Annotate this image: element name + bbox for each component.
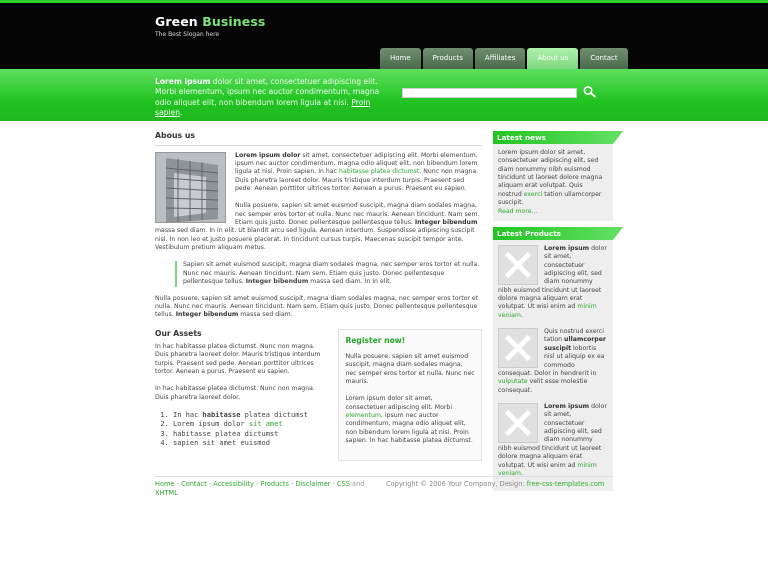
product-image-placeholder-icon[interactable] (498, 328, 538, 368)
nav-products[interactable]: Products (423, 48, 473, 69)
site-footer (155, 476, 613, 497)
product-text-end: . (520, 469, 523, 477)
nav-contact[interactable]: Contact (580, 48, 627, 69)
product-text-end: velit esse molestie consequat. (498, 378, 588, 394)
list-item-text: In hac (173, 411, 203, 420)
banner (0, 69, 768, 121)
sidebar (493, 131, 613, 497)
site-slogan: The Best Slogan here (155, 31, 220, 38)
assets-paragraph-2: In hac habitasse platea dictumst. Nunc non magna. Duis pharetra laoreet dolor. (155, 385, 315, 401)
product-text-pre: Quis nostrud exerci tation (544, 328, 604, 344)
footer-copyright (386, 480, 626, 489)
quote-bold: Integer bibendum (245, 278, 309, 286)
register-box (338, 329, 482, 462)
assets-heading: Our Assets (155, 328, 202, 338)
register-paragraph-1: Nulla posuere, sapien sit amet euismod suscipit, magna diam sodales magna, nec semper eros tortor et nulla. Nunc nec mauris. (345, 352, 475, 385)
footer-link-home[interactable]: Home (155, 480, 175, 488)
nav-home[interactable]: Home (380, 48, 421, 69)
register-paragraph-2 (345, 395, 475, 445)
search-icon[interactable] (582, 85, 598, 99)
footer-separator: - (330, 480, 337, 488)
list-item-text: habitasse platea dictumst (173, 429, 279, 438)
site-title[interactable] (155, 14, 265, 31)
register-link[interactable]: elementum (345, 412, 381, 420)
assets-section (155, 329, 482, 462)
about-quote (175, 261, 482, 286)
quote-text-a: Sapien sit amet euismod suscipit, magna diam sodales magna, nec semper eros tortor et nulla. Nunc nec mauris. Aenean tincidunt. Nam sem. Etiam quis justo. Donec pellentesque pellentesque tellus. (183, 261, 480, 286)
assets-paragraph-1: In hac habitasse platea dictumst. Nunc non magna. Duis pharetra laoreet dolor. Mauris tristique interdum turpis. Praesent sed pede. Aenean porttitor ultrices tortor. Aenean a purus. Praesent eu sapien. (155, 342, 321, 375)
product-link[interactable]: minim veniam (498, 461, 597, 477)
banner-lead: Lorem ipsum (155, 77, 211, 86)
product-item (498, 328, 608, 395)
title-main: Green (155, 14, 198, 29)
product-text: lobortis nisl ut aliquip ex ea commodo consequat. Dolor in hendrerit in (498, 344, 605, 377)
title-accent: Business (202, 14, 266, 29)
about-p2-bold: Integer bibendum (414, 219, 478, 227)
register-p2-text-a: Lorem ipsum dolor sit amet, consectetuer adipiscing elit. Morbi (345, 395, 453, 411)
assets-list (173, 411, 326, 449)
footer-link-contact[interactable]: Contact (181, 480, 207, 488)
product-bold: Lorem ipsum (544, 402, 590, 410)
news-text-b: tation ullamcorper suscipit. (498, 190, 602, 207)
design-credit-link[interactable]: free-css-templates.com (526, 480, 605, 488)
latest-news-heading: Latest news (493, 131, 613, 144)
quote-text-b: massa sed diam. In in elit. (308, 278, 392, 286)
product-text: dolor sit amet, consectetuer adipiscing elit, sed diam nonummy nibh euismod tincidunt ut laoreet dolore magna aliquam erat volutpat. Ut wisi enim ad (498, 244, 607, 311)
list-item (173, 430, 326, 439)
latest-products-box (493, 240, 613, 491)
footer-link-accessibility[interactable]: Accessibility (213, 480, 254, 488)
news-link[interactable]: exerci (523, 190, 543, 198)
main-nav (380, 48, 628, 69)
list-item (173, 420, 326, 429)
product-image-placeholder-icon[interactable] (498, 403, 538, 443)
banner-text (155, 77, 395, 119)
latest-news-box (493, 144, 613, 221)
register-heading[interactable]: Register now! (345, 335, 406, 345)
footer-link-disclaimer[interactable]: Disclaimer (295, 480, 331, 488)
footer-separator: - (253, 480, 261, 488)
about-heading: Abous us (155, 131, 482, 146)
product-item (498, 403, 608, 478)
product-bold: Lorem ipsum (544, 244, 590, 252)
about-p1-bold: Lorem ipsum dolor (235, 151, 301, 159)
banner-end: . (180, 108, 183, 118)
list-item-text: Lorem ipsum dolor (173, 420, 249, 429)
our-assets (155, 329, 326, 462)
banner-body: dolor sit amet, consectetuer adipiscing elit. Morbi elementum, ipsum nec auctor condimentum, magna odio aliquet elit, non bibendum lorem ligula at nisi. (155, 77, 380, 107)
footer-and: and (349, 480, 365, 488)
list-item-text: sapien sit amet euismod (173, 439, 270, 448)
footer-link-products[interactable]: Products (260, 480, 289, 488)
list-item-text: platea dictumst (240, 411, 308, 420)
about-p1-link[interactable]: habitasse platea dictumst (339, 168, 420, 176)
news-text-a: Lorem ipsum dolor sit amet, consectetuer adipiscing elit, sed diam nonummy nibh euismod tincidunt ut laoreet dolore magna aliquam erat volutpat. Quis nostrud (498, 149, 603, 198)
product-link[interactable]: vulputate (498, 378, 528, 386)
footer-links (155, 480, 385, 498)
main-content (155, 131, 482, 461)
register-p2-text-b: , ipsum nec auctor condimentum, magna odio aliquet elit, non bibendum lorem ligula at nisi. Proin sapien. In hac habitasse platea dictumst. (345, 412, 473, 445)
about-p2-text-a: Nulla posuere, sapien sit amet euismod suscipit, magna diam sodales magna, nec semper eros tortor et nulla. Nunc nec mauris. Aenean tincidunt. Nam sem. Etiam quis justo. Donec pellentesque pellentesque tellus. (235, 202, 480, 227)
product-image-placeholder-icon[interactable] (498, 245, 538, 285)
banner-link[interactable]: Proin sapien (155, 97, 371, 118)
nav-affiliates[interactable]: Affiliates (475, 48, 525, 69)
read-more-link[interactable]: Read more... (498, 207, 538, 215)
copyright-text: Copyright © 2006 Your Company, Design: (386, 480, 527, 488)
about-p3-text-b: massa sed diam. (238, 311, 293, 319)
footer-separator: - (206, 480, 214, 488)
list-item (173, 439, 326, 448)
about-p3-bold: Integer bibendum (175, 311, 239, 319)
list-item (173, 411, 326, 420)
product-link[interactable]: minim veniam (498, 303, 597, 319)
list-item-bold: habitasse (202, 411, 241, 420)
product-item (498, 245, 608, 320)
list-item-green: sit amet (248, 420, 283, 429)
product-bold: ullamcorper suscipit (544, 336, 606, 352)
footer-link-xhtml[interactable]: XHTML (155, 488, 178, 497)
footer-separator: - (288, 480, 296, 488)
about-p2-text-b: massa sed diam. In in elit. Ut blandit arcu sed ligula. Aenean interdum. Suspendisse adipiscing suscipit nisl. In non leo et justo posuere placerat. In tincidunt cursus turpis. Maecenas suscipit tempor ante. Vestibulum pretium aliquam metus. (155, 227, 475, 252)
product-text-end: . (520, 311, 523, 319)
footer-separator: - (174, 480, 182, 488)
about-p1-text-a: sit amet, consectetuer adipiscing elit. Morbi elementum, ipsum nec auctor condimentum, magna odio aliquet elit, non bibendum lorem ligula at nisi. Proin sapien. In hac (235, 151, 478, 176)
nav-about-us[interactable]: About us (527, 48, 578, 69)
about-p3-text-a: Nulla posuere, sapien sit amet euismod suscipit, magna diam sodales magna, nec semper eros tortor et nulla. Nunc nec mauris. Aenean tincidunt. Nam sem. Etiam quis justo. Donec pellentesque pellentesque tellus. (155, 294, 479, 319)
latest-products-heading: Latest Products (493, 227, 613, 240)
search-input[interactable] (402, 88, 577, 98)
product-text: dolor sit amet, consectetuer adipiscing elit, sed diam nonummy nibh euismod tincidunt ut laoreet dolore magna aliquam erat volutpat. Ut wisi enim ad (498, 402, 607, 469)
building-image (155, 152, 226, 223)
about-paragraph-3 (155, 295, 482, 320)
about-p1-text-b: . Nunc non magna. Duis pharetra laoreet dolor. Mauris tristique interdum turpis. Praesent sed pede. Aenean porttitor ultrices tortor. Aenean a purus. Praesent eu sapien. (235, 168, 479, 192)
building-illustration (156, 153, 226, 223)
footer-link-css[interactable]: CSS (336, 480, 350, 488)
